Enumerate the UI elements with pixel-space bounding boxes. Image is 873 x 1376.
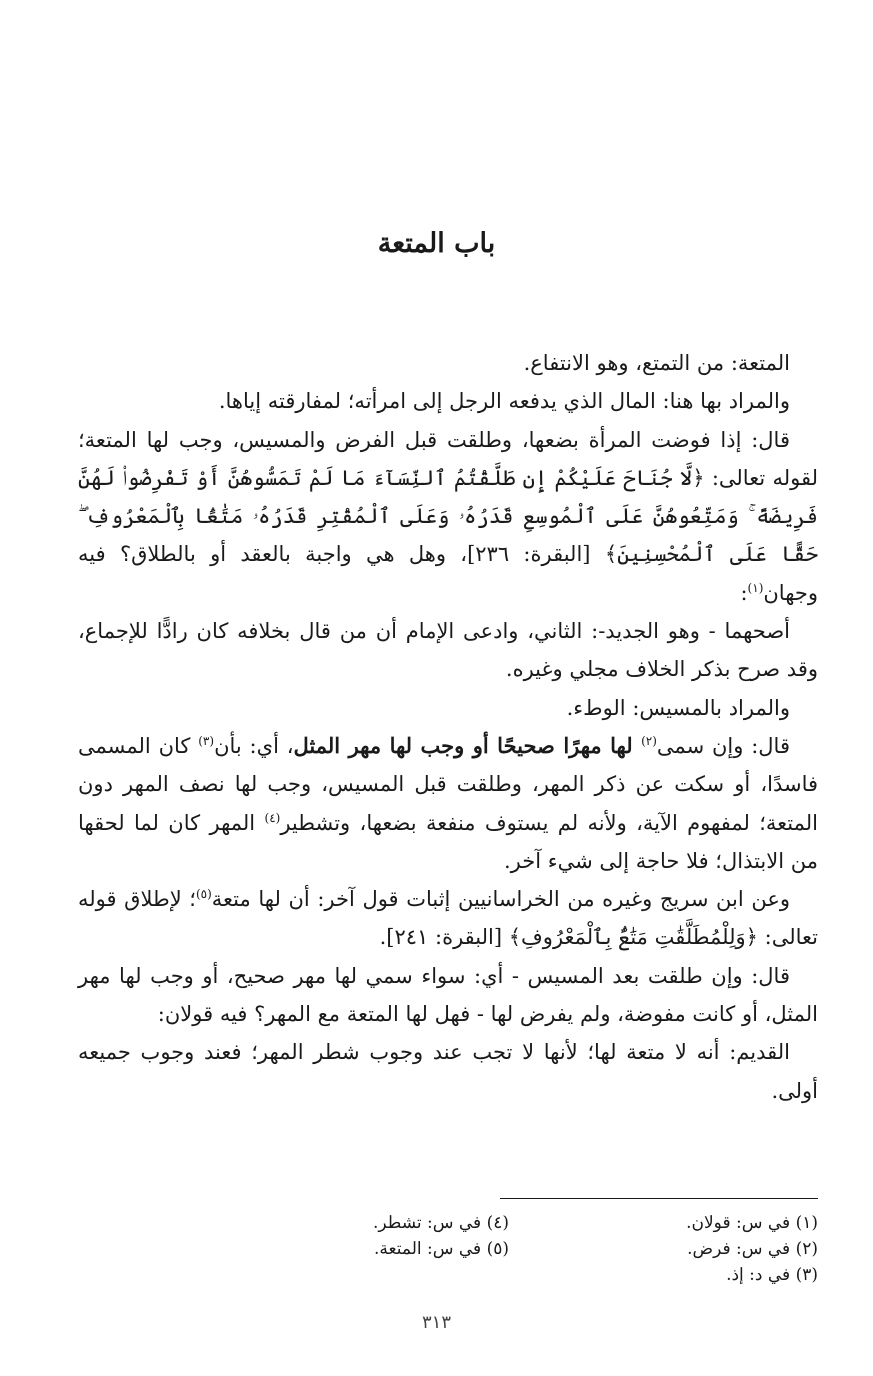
footnote-ref-1: (١): [747, 580, 764, 595]
footnotes-left-column: [200, 1210, 509, 1288]
paragraph-7: [78, 880, 818, 957]
footnote-2: (٢) في س: فرض.: [687, 1239, 818, 1259]
footnote-ref-3: (٣): [198, 733, 215, 748]
paragraph-6-post: كان المسمى فاسدًا، أو سكت عن ذكر المهر، وطلقت قبل المسيس، وجب لها نصف المهر دون المتعة؛ لمفهوم الآية، ولأنه لم يستوف منفعة بضعها، وتشطير: [78, 733, 818, 835]
footnote-ref-2: (٢): [641, 733, 657, 748]
paragraph-4-text: أصحهما - وهو الجديد-: الثاني، وادعى الإمام أن من قال بخلافه كان رادًّا للإجماع، وقد صرح بذكر الخلاف مجلي وغيره.: [78, 619, 818, 682]
footnote-ref-4: (٤): [264, 810, 281, 825]
main-text: [78, 344, 818, 1110]
paragraph-9-text: القديم: أنه لا متعة لها؛ لأنها لا تجب عند وجوب شطر المهر؛ فعند وجوب جميعه أولى.: [78, 1040, 818, 1103]
paragraph-7-mid: ؛ لإطلاق قوله تعالى:: [78, 887, 818, 950]
paragraph-3-pre: قال: إذا فوضت المرأة بضعها، وطلقت قبل الفرض والمسيس، وجب لها المتعة؛ لقوله تعالى:: [78, 427, 818, 490]
page-number: ٣١٣: [421, 1312, 451, 1333]
paragraph-1-text: المتعة: من التمتع، وهو الانتفاع.: [523, 351, 790, 375]
paragraph-4: [78, 612, 818, 689]
paragraph-6-post2: المهر كان لما لحقها من الابتذال؛ فلا حاجة إلى شيء آخر.: [78, 810, 818, 873]
footnote-ref-5: (٥): [195, 887, 212, 902]
paragraph-6-pre: قال: وإن سمى: [656, 733, 790, 758]
footnotes-right-column: [509, 1210, 818, 1288]
paragraph-8: [78, 957, 818, 1034]
paragraph-6: [78, 727, 818, 880]
footnote-3: (٣) في د: إذ.: [726, 1265, 818, 1285]
paragraph-2-text: والمراد بها هنا: المال الذي يدفعه الرجل إلى امرأته؛ لمفارقته إياها.: [218, 389, 790, 414]
paragraph-6-bold: لها مهرًا صحيحًا أو وجب لها مهر المثل: [293, 732, 642, 758]
footnote-5: (٥) في س: المتعة.: [374, 1239, 509, 1259]
paragraph-8-text: قال: وإن طلقت بعد المسيس - أي: سواء سمي لها مهر صحيح، أو وجب لها مهر المثل، أو كانت مفوضة، ولم يفرض لها - فهل لها المتعة مع المهر؟ فيه قولان:: [78, 963, 818, 1027]
paragraph-5: [78, 689, 818, 727]
quran-verse-236: ﴿لَّا جُنَاحَ عَلَيْكُمْ إِن طَلَّقْتُمُ ٱلنِّسَآءَ مَا لَمْ تَمَسُّوهُنَّ أَوْ تَفْرِضُوا۟ لَهُنَّ فَرِيضَةً ۚ وَمَتِّعُوهُنَّ عَلَى ٱلْمُوسِعِ قَدَرُهُۥ وَعَلَى ٱلْمُقْتِرِ قَدَرُهُۥ مَتَٰعًۢا بِٱلْمَعْرُوفِ ۖ حَقًّا عَلَى ٱلْمُحْسِنِينَ﴾: [78, 465, 819, 567]
paragraph-3: [78, 421, 818, 612]
paragraph-3-post2: :: [740, 580, 748, 605]
footnote-4: (٤) في س: تشطر.: [372, 1213, 509, 1233]
paragraph-1: [78, 344, 818, 382]
footnote-divider: [500, 1198, 818, 1199]
paragraph-7-pre: وعن ابن سريج وغيره من الخراسانيين إثبات قول آخر: أن لها متعة: [211, 887, 790, 912]
paragraph-2: [78, 382, 818, 420]
quran-verse-241: ﴿وَلِلْمُطَلَّقَٰتِ مَتَٰعٌۢ بِٱلْمَعْرُوفِ﴾: [508, 925, 758, 950]
footnote-1: (١) في س: قولان.: [686, 1213, 818, 1233]
paragraph-3-post: [البقرة: ٢٣٦]، وهل هي واجبة بالعقد أو بالطلاق؟ فيه وجهان: [78, 542, 818, 605]
paragraph-5-text: والمراد بالمسيس: الوطء.: [566, 695, 790, 720]
paragraph-7-post: [البقرة: ٢٤١].: [379, 925, 509, 950]
chapter-title: باب المتعة: [377, 228, 496, 259]
paragraph-6-mid: ، أي: بأن: [214, 733, 294, 758]
paragraph-9: [78, 1033, 818, 1110]
footnotes: [200, 1210, 818, 1288]
